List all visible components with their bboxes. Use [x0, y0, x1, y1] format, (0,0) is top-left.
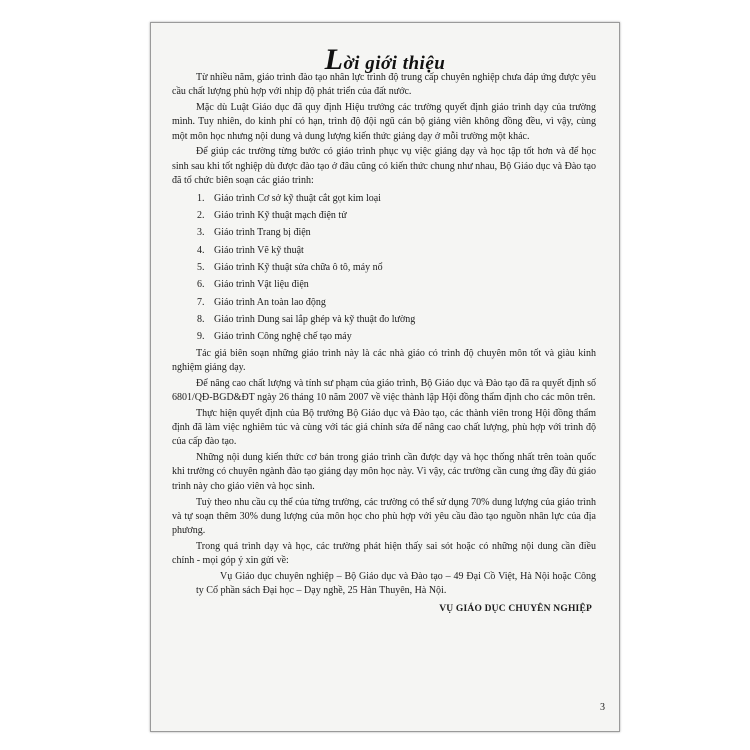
list-item: [172, 207, 596, 224]
list-item: [172, 242, 596, 259]
document-page: [150, 22, 620, 732]
list-item-number: 2.: [197, 210, 205, 222]
paragraph: Tuỳ theo nhu cầu cụ thể của từng trường, các trường có thể sử dụng 70% dung lượng của giáo trình và tự soạn thêm 30% dung lượng của môn học cho phù hợp với yêu cầu đào tạo nguồn nhân lực của địa phương.: [172, 496, 596, 537]
paragraph: Trong quá trình dạy và học, các trường phát hiện thấy sai sót hoặc có những nội dung cần điều chỉnh - mọi góp ý xin gửi về:: [172, 540, 596, 567]
list-item-text: Giáo trình Kỹ thuật mạch điện tử: [214, 210, 347, 222]
title-rest: ời giới thiệu: [343, 53, 446, 74]
list-item-number: 1.: [197, 192, 205, 204]
list-item-text: Giáo trình Dung sai lắp ghép và kỹ thuật đo lường: [214, 313, 416, 325]
list-item-number: 7.: [197, 296, 205, 308]
list-item: [172, 294, 596, 311]
list-item: [172, 259, 596, 276]
list-item-number: 3.: [197, 227, 205, 239]
paragraph: Để giúp các trường từng bước có giáo trình phục vụ việc giảng dạy và học tập tốt hơn và để học sinh sau khi tốt nghiệp dù được đào tạo ở đâu cũng có kiến thức chung như nhau, Bộ Giáo dục và Đào tạo đã tổ chức biên soạn các giáo trình:: [172, 146, 596, 187]
list-item-number: 4.: [197, 244, 205, 256]
list-item-number: 8.: [197, 313, 205, 325]
list-item-text: Giáo trình Công nghệ chế tạo máy: [214, 331, 352, 343]
list-item: [172, 190, 596, 207]
paragraph: Để nâng cao chất lượng và tính sư phạm của giáo trình, Bộ Giáo dục và Đào tạo đã ra quyết định số 6801/QĐ-BGD&ĐT ngày 26 tháng 10 năm 2007 về việc thành lập Hội đồng thẩm định cho các môn trên.: [172, 377, 596, 403]
list-item: [172, 224, 596, 241]
paragraph: Mặc dù Luật Giáo dục đã quy định Hiệu trưởng các trường quyết định giáo trình dạy của trường mình. Tuy nhiên, do kinh phí có hạn, trình độ đội ngũ cán bộ giảng viên không đồng đều, vì vậy, cùng một môn học nhưng nội dung và dung lượng kiến thức giảng dạy ở mỗi trường một khác.: [172, 102, 596, 142]
list-item-text: Giáo trình Kỹ thuật sửa chữa ô tô, máy nổ: [214, 262, 383, 274]
page-number: 3: [600, 702, 605, 713]
contact-address: Vụ Giáo dục chuyên nghiệp – Bộ Giáo dục và Đào tạo – 49 Đại Cồ Việt, Hà Nội hoặc Công ty Cổ phần sách Đại học – Dạy nghề, 25 Hàn Thuyên, Hà Nội.: [196, 571, 596, 597]
paragraph: Những nội dung kiến thức cơ bản trong giáo trình cần được dạy và học thống nhất trên toàn quốc khi trường có chuyên ngành đào tạo giảng dạy môn học này. Vì vậy, các trường cần cung ứng đầy đủ giáo trình này cho giáo viên và học sinh.: [172, 452, 596, 492]
list-item-text: Giáo trình Vật liệu điện: [214, 279, 309, 291]
list-item: [172, 276, 596, 293]
textbook-list: [172, 190, 596, 346]
list-item: [172, 328, 596, 345]
list-item-number: 6.: [197, 279, 205, 291]
list-item-text: Giáo trình An toàn lao động: [214, 296, 326, 308]
list-item-text: Giáo trình Cơ sở kỹ thuật cắt gọt kim loại: [214, 192, 381, 204]
paragraph: Từ nhiều năm, giáo trình đào tạo nhân lực trình độ trung cấp chuyên nghiệp chưa đáp ứng được yêu cầu chất lượng phù hợp với nhịp độ phát triển của đất nước.: [172, 72, 596, 98]
list-item-number: 5.: [197, 262, 205, 274]
paragraph: Tác giả biên soạn những giáo trình này là các nhà giáo có trình độ chuyên môn tốt và giàu kinh nghiệm giảng dạy.: [172, 347, 596, 373]
paragraph: Thực hiện quyết định của Bộ trưởng Bộ Giáo dục và Đào tạo, các thành viên trong Hội đồng thẩm định đã làm việc nghiêm túc và cùng với tác giả chỉnh sửa để nâng cao chất lượng, phù hợp với trình độ của cấp đào tạo.: [172, 407, 596, 448]
signature: VỤ GIÁO DỤC CHUYÊN NGHIỆP: [439, 603, 592, 614]
title-initial: L: [324, 43, 344, 76]
list-item: [172, 311, 596, 328]
document-body: [172, 71, 596, 616]
list-item-text: Giáo trình Trang bị điện: [214, 227, 311, 239]
list-item-number: 9.: [197, 331, 205, 343]
list-item-text: Giáo trình Vẽ kỹ thuật: [214, 244, 304, 256]
